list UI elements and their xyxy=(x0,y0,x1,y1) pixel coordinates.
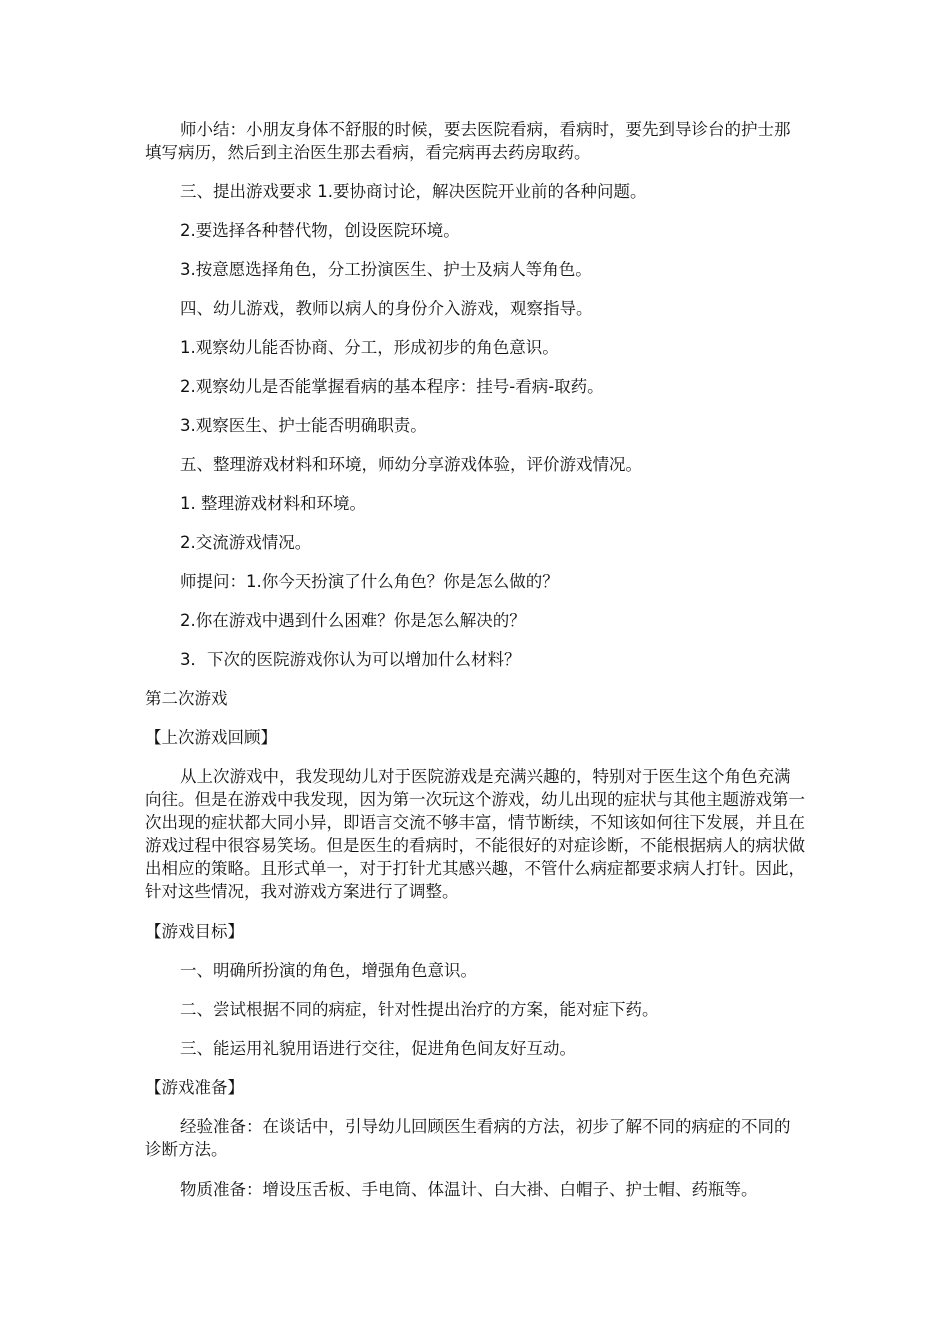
paragraph-item: 2.观察幼儿是否能掌握看病的基本程序：挂号-看病-取药。 xyxy=(180,377,604,396)
paragraph-question: 3．下次的医院游戏你认为可以增加什么材料？ xyxy=(180,650,521,669)
paragraph-item: 3.按意愿选择角色，分工扮演医生、护士及病人等角色。 xyxy=(180,260,592,279)
section-heading: 【游戏目标】 xyxy=(145,922,244,941)
section-heading: 【游戏准备】 xyxy=(145,1078,244,1097)
paragraph-goal: 三、能运用礼貌用语进行交往，促进角色间友好互动。 xyxy=(180,1039,576,1058)
paragraph-question: 2.你在游戏中遇到什么困难？你是怎么解决的？ xyxy=(180,611,526,630)
paragraph-section: 四、幼儿游戏，教师以病人的身份介入游戏，观察指导。 xyxy=(180,299,593,318)
paragraph-summary: 师小结：小朋友身体不舒服的时候，要去医院看病，看病时，要先到导诊台的护士那填写病历，然后到主治医生那去看病，看完病再去药房取药。 xyxy=(145,120,791,162)
paragraph-item: 2.交流游戏情况。 xyxy=(180,533,312,552)
paragraph-requirements: 三、提出游戏要求 1.要协商讨论，解决医院开业前的各种问题。 xyxy=(180,182,647,201)
paragraph-goal: 一、明确所扮演的角色，增强角色意识。 xyxy=(180,961,477,980)
section-heading: 【上次游戏回顾】 xyxy=(145,728,277,747)
paragraph-question: 师提问：1.你今天扮演了什么角色？你是怎么做的？ xyxy=(180,572,559,591)
paragraph-item: 3.观察医生、护士能否明确职责。 xyxy=(180,416,427,435)
paragraph-section: 五、整理游戏材料和环境，师幼分享游戏体验，评价游戏情况。 xyxy=(180,455,642,474)
section-title: 第二次游戏 xyxy=(145,689,228,708)
paragraph-item: 1.观察幼儿能否协商、分工，形成初步的角色意识。 xyxy=(180,338,559,357)
paragraph-review: 从上次游戏中，我发现幼儿对于医院游戏是充满兴趣的，特别对于医生这个角色充满向往。但是在游戏中我发现，因为第一次玩这个游戏，幼儿出现的症状与其他主题游戏第一次出现的症状都大同小异，即语言交流不够丰富，情节断续，不知该如何往下发展，并且在游戏过程中很容易笑场。但是医生的看病时，不能很好的对症诊断，不能根据病人的病状做出相应的策略。且形式单一，对于打针尤其感兴趣，不管什么病症都要求病人打针。因此，针对这些情况，我对游戏方案进行了调整。 xyxy=(145,767,805,901)
paragraph-item: 1. 整理游戏材料和环境。 xyxy=(180,494,366,513)
paragraph-item: 2.要选择各种替代物，创设医院环境。 xyxy=(180,221,460,240)
paragraph-goal: 二、尝试根据不同的病症，针对性提出治疗的方案，能对症下药。 xyxy=(180,1000,659,1019)
paragraph-prep: 经验准备：在谈话中，引导幼儿回顾医生看病的方法，初步了解不同的病症的不同的诊断方法。 xyxy=(145,1117,791,1159)
paragraph-prep: 物质准备：增设压舌板、手电筒、体温计、白大褂、白帽子、护士帽、药瓶等。 xyxy=(180,1180,758,1199)
